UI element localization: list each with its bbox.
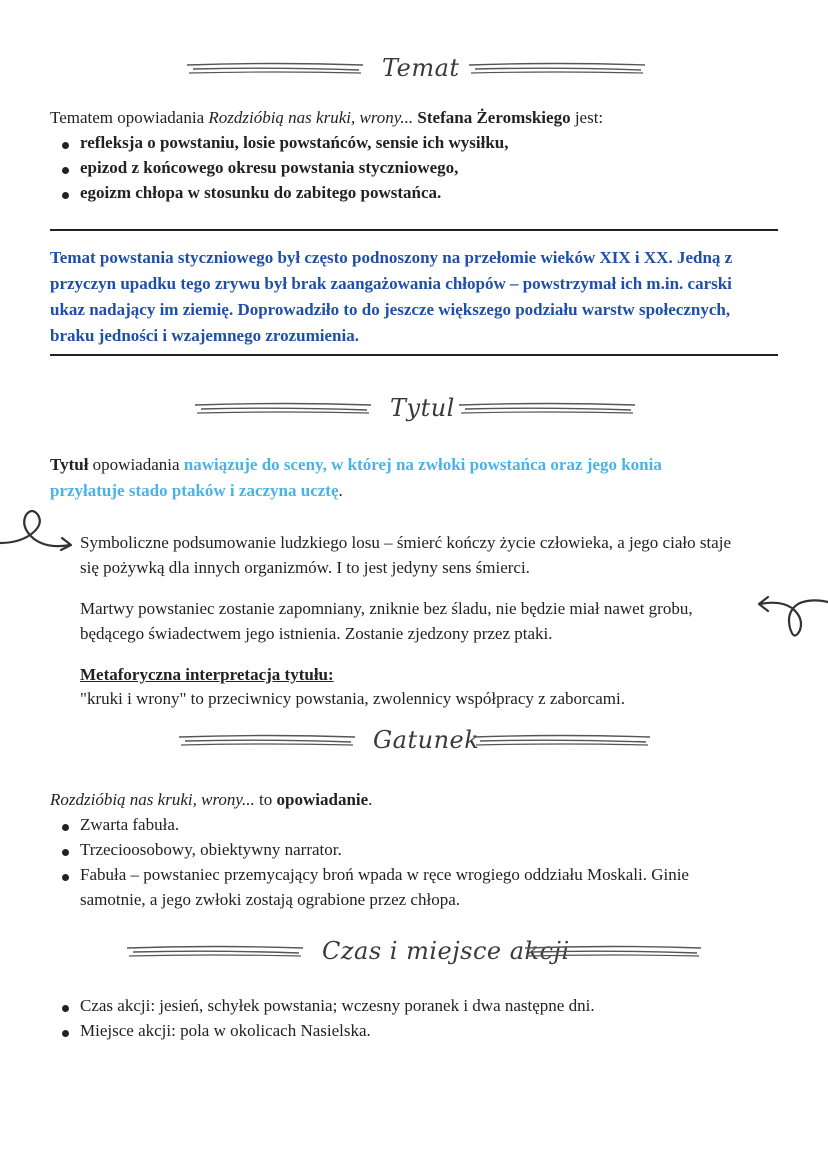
decorative-lines-left-icon: [193, 392, 373, 422]
decorative-lines-right-icon: [457, 392, 637, 422]
temat-bullet-2-text: epizod z końcowego okresu powstania styczniowego,: [80, 158, 459, 177]
decorative-lines-left-icon: [177, 724, 357, 754]
gatunek-bullet-2: Trzecioosobowy, obiektywny narrator.: [80, 840, 342, 859]
bullet-dot: [62, 874, 69, 881]
bullet-dot: [62, 824, 69, 831]
decorative-lines-right-icon: [467, 52, 647, 82]
curly-arrow-left-icon: [752, 588, 828, 644]
temat-intro-title: Rozdzióbią nas kruki, wrony...: [208, 108, 414, 127]
heading-czas-text: Czas i miejsce akcji: [322, 937, 570, 965]
temat-intro-a: Tematem opowiadania: [50, 108, 209, 127]
temat-bullet-2: [80, 155, 458, 181]
tytul-intro-highlight-1: nawiązuje do sceny, w której na zwłoki powstańca oraz jego konia: [183, 455, 662, 474]
divider-bottom: [50, 354, 778, 356]
bullet-dot: [62, 1030, 69, 1037]
heading-tytul-text: Tytul: [390, 394, 455, 422]
bullet-dot: [62, 849, 69, 856]
heading-gatunek-text: Gatunek: [373, 726, 480, 754]
decorative-lines-right-icon: [523, 935, 703, 965]
bullet-dot: [62, 1005, 69, 1012]
heading-tytul: [0, 392, 828, 436]
temat-intro-author: Stefana Żeromskiego: [417, 108, 571, 127]
tytul-para1-line-2: się pożywką dla innych organizmów. I to jest jedyny sens śmierci.: [80, 558, 530, 577]
gatunek-bullet-1: Zwarta fabuła.: [80, 815, 180, 834]
czas-bullet-1: Czas akcji: jesień, schyłek powstania; wczesny poranek i dwa następne dni.: [80, 996, 595, 1015]
temat-intro-end: jest:: [570, 108, 604, 127]
context-line-2: przyczyn upadku tego zrywu był brak zaangażowania chłopów – powstrzymał ich m.in. carski: [50, 274, 732, 293]
metaphor-text: "kruki i wrony" to przeciwnicy powstania, zwolennicy współpracy z zaborcami.: [80, 689, 625, 708]
gatunek-intro-genre: opowiadanie: [276, 790, 369, 809]
temat-bullet-3-text: egoizm chłopa w stosunku do zabitego powstańca.: [80, 183, 442, 202]
tytul-intro-line-2: [50, 478, 343, 504]
decorative-lines-left-icon: [185, 52, 365, 82]
decorative-lines-left-icon: [125, 935, 305, 965]
divider-top: [50, 229, 778, 231]
tytul-intro-line-1: [50, 452, 662, 478]
bullet-dot: [62, 192, 69, 199]
context-line-1: Temat powstania styczniowego był często podnoszony na przełomie wieków XIX i XX. Jedną z: [50, 248, 733, 267]
context-line-4: braku jedności i wzajemnego zrozumienia.: [50, 326, 359, 345]
gatunek-intro: [50, 787, 372, 813]
tytul-para2-line-2: będącego świadectwem jego istnienia. Zostanie zjedzony przez ptaki.: [80, 624, 553, 643]
tytul-intro-highlight-2: przyłatuje stado ptaków i zaczyna ucztę: [50, 481, 339, 500]
gatunek-intro-to: to: [254, 790, 277, 809]
bullet-dot: [62, 167, 69, 174]
tytul-intro-b: opowiadania: [88, 455, 184, 474]
tytul-word: Tytuł: [50, 455, 89, 474]
bullet-dot: [62, 142, 69, 149]
temat-bullet-3: [80, 180, 441, 206]
gatunek-intro-end: .: [368, 790, 373, 809]
gatunek-bullet-3-cont: samotnie, a jego zwłoki zostają ograbione przez chłopa.: [80, 890, 460, 909]
curly-arrow-right-icon: [0, 505, 80, 555]
tytul-para1-line-1: Symboliczne podsumowanie ludzkiego losu – śmierć kończy życie człowieka, a jego ciało staje: [80, 533, 731, 552]
heading-temat-text: Temat: [382, 54, 460, 82]
temat-bullet-1: [80, 130, 509, 156]
heading-czas: [0, 935, 828, 979]
gatunek-intro-title: Rozdzióbią nas kruki, wrony...: [50, 790, 255, 809]
gatunek-bullet-3: Fabuła – powstaniec przemycający broń wpada w ręce wrogiego oddziału Moskali. Ginie: [80, 865, 689, 884]
temat-intro: [50, 105, 603, 131]
context-line-3: ukaz nadający im ziemię. Doprowadziło to do jeszcze większego podziału warstw społecznych,: [50, 300, 731, 319]
temat-bullet-1-text: refleksja o powstaniu, losie powstańców, sensie ich wysiłku,: [80, 133, 509, 152]
heading-temat: [0, 52, 828, 96]
heading-gatunek: [0, 724, 828, 768]
decorative-lines-right-icon: [472, 724, 652, 754]
tytul-intro-end: .: [338, 481, 343, 500]
tytul-para2-line-1: Martwy powstaniec zostanie zapomniany, zniknie bez śladu, nie będzie miał nawet grobu,: [80, 599, 693, 618]
czas-bullet-2: Miejsce akcji: pola w okolicach Nasielska.: [80, 1021, 371, 1040]
metaphor-title: Metaforyczna interpretacja tytułu:: [80, 665, 334, 684]
